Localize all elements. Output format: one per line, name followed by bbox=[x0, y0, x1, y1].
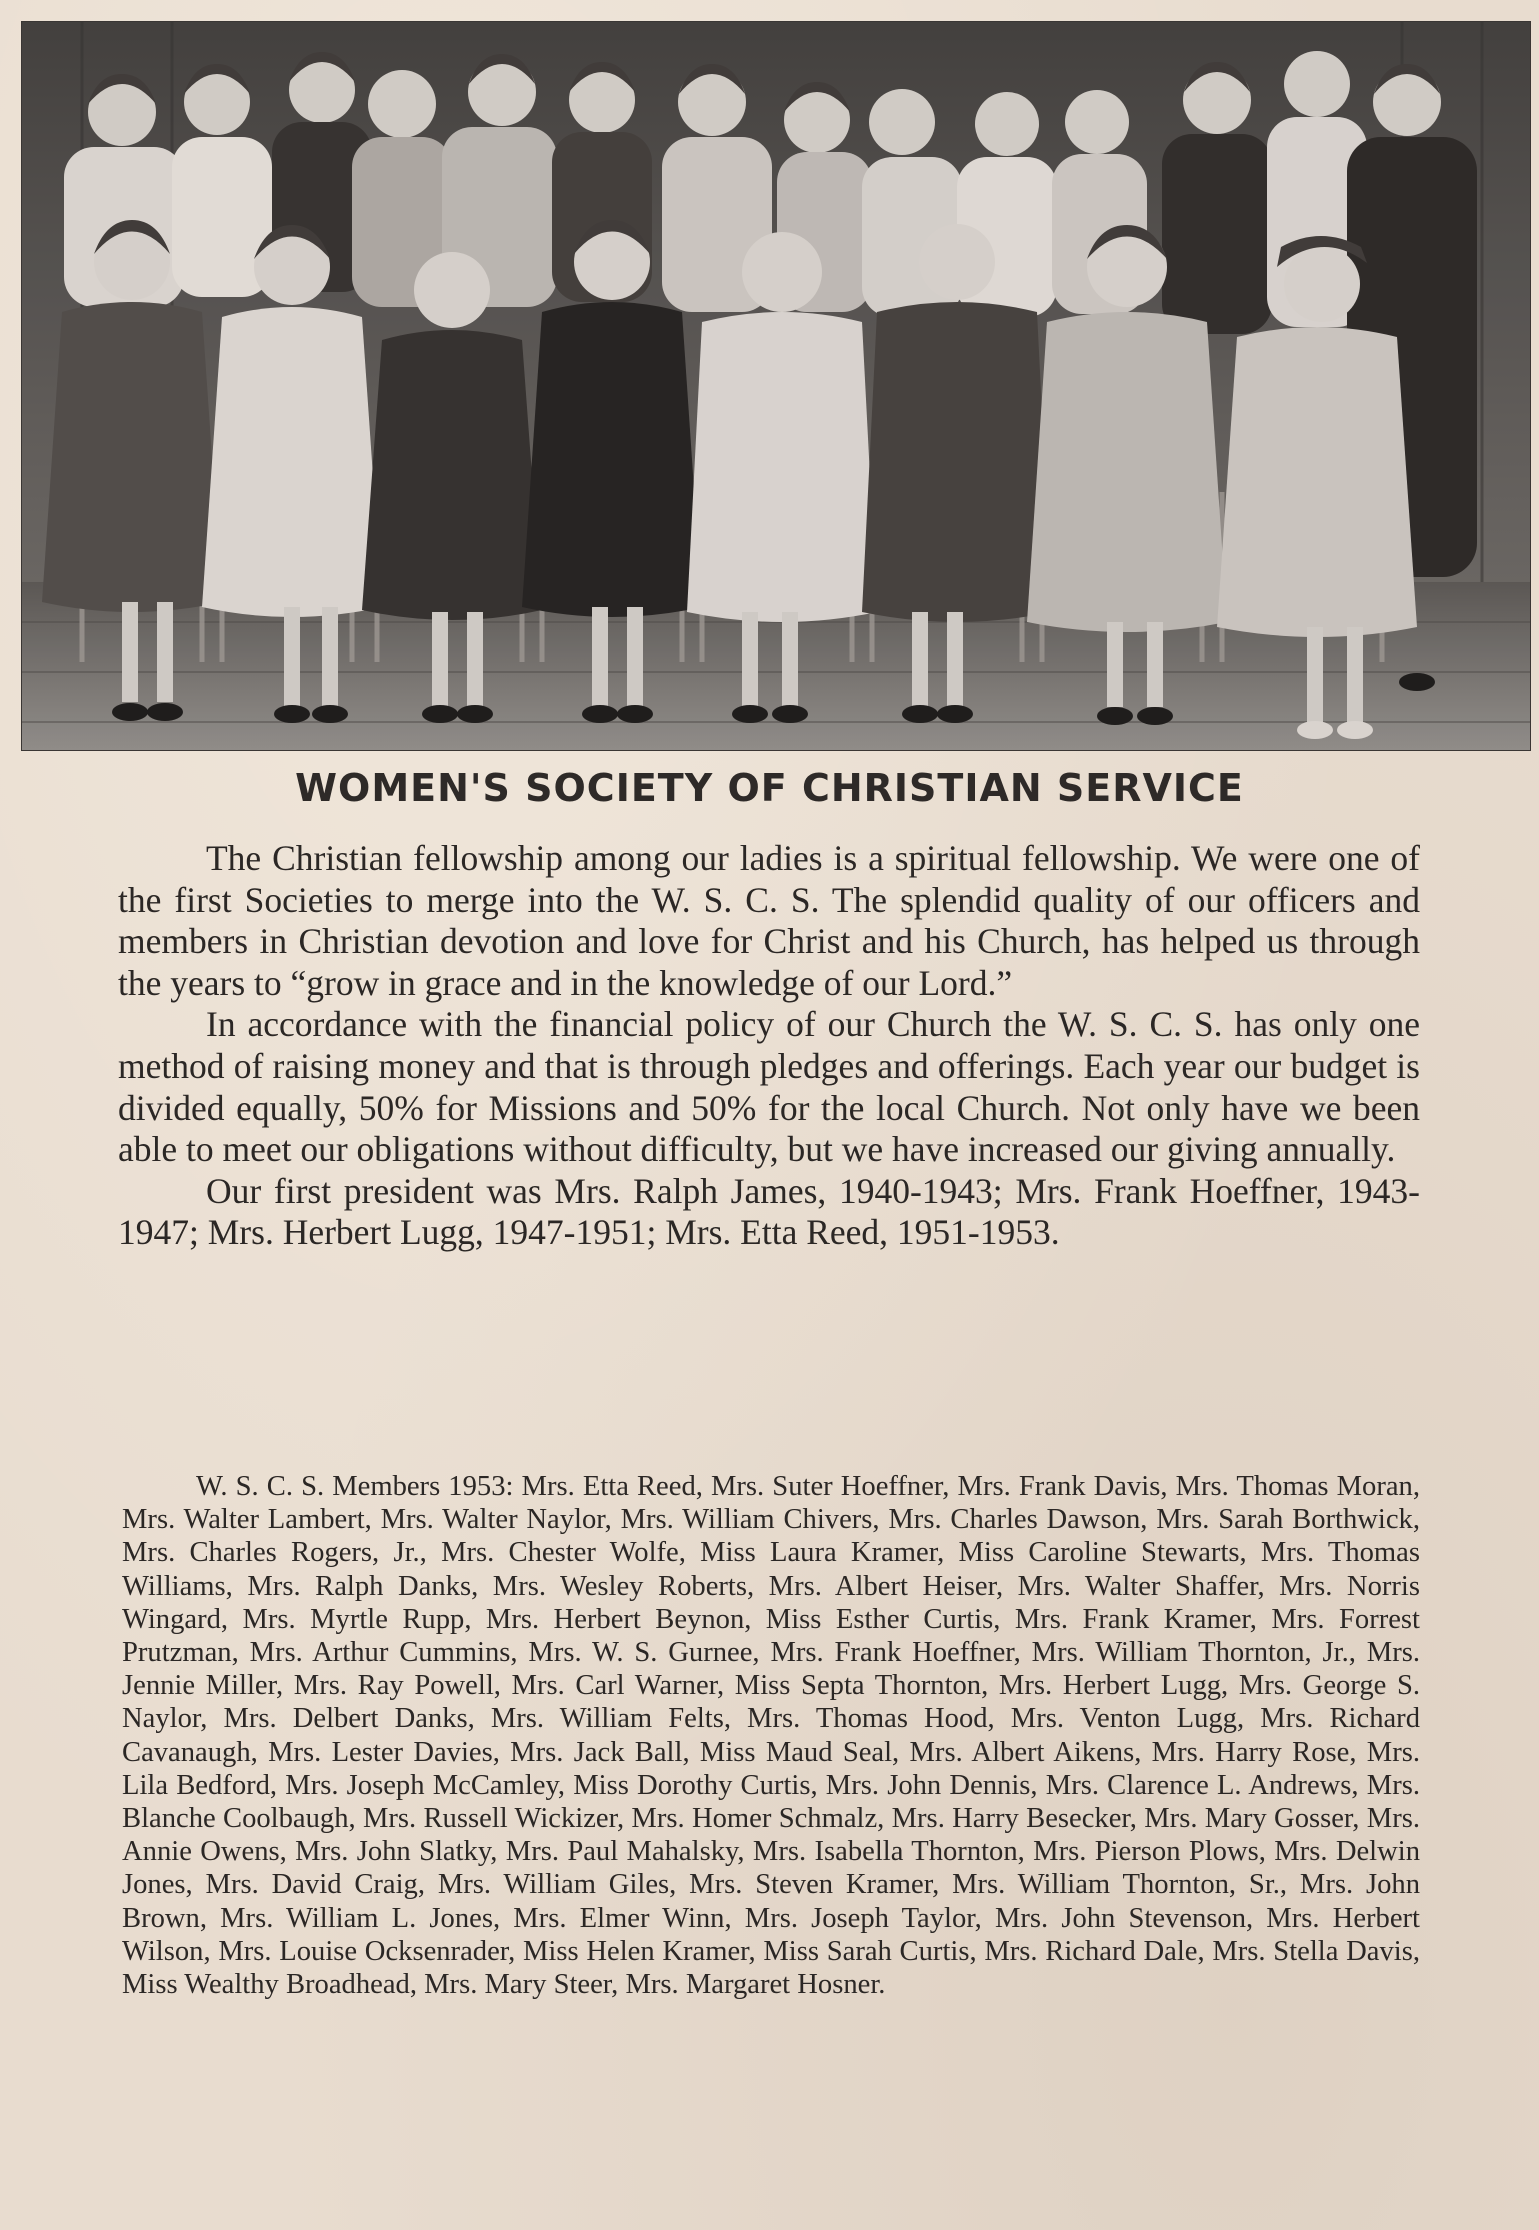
members-list: W. S. C. S. Members 1953: Mrs. Etta Reed, Mrs. Suter Hoeffner, Mrs. Frank Davis, Mrs. Thomas Moran, Mrs. Walter Lambert, Mrs. Walter Naylor, Mrs. William Chivers, Mrs. Charles Dawson, Mrs. Sarah Borthwick, Mrs. Charles Rogers, Jr., Mrs. Chester Wolfe, Miss Laura Kramer, Miss Caroline Stewarts, Mrs. Thomas Williams, Mrs. Ralph Danks, Mrs. Wesley Roberts, Mrs. Albert Heiser, Mrs. Walter Shaffer, Mrs. Norris Wingard, Mrs. Myrtle Rupp, Mrs. Herbert Beynon, Miss Esther Curtis, Mrs. Frank Kramer, Mrs. Forrest Prutzman, Mrs. Arthur Cummins, Mrs. W. S. Gurnee, Mrs. Frank Hoeffner, Mrs. William Thornton, Jr., Mrs. Jennie Miller, Mrs. Ray Powell, Mrs. Carl Warner, Miss Septa Thornton, Mrs. Herbert Lugg, Mrs. George S. Naylor, Mrs. Delbert Danks, Mrs. William Felts, Mrs. Thomas Hood, Mrs. Venton Lugg, Mrs. Richard Cavanaugh, Mrs. Lester Davies, Mrs. Jack Ball, Miss Maud Seal, Mrs. Albert Aikens, Mrs. Harry Rose, Mrs. Lila Bedford, Mrs. Joseph McCamley, Miss Dorothy Curtis, Mrs. John Dennis, Mrs. Clarence L. Andrews, Mrs. Blanche Coolbaugh, Mrs. Russell Wickizer, Mrs. Homer Schmalz, Mrs. Harry Besecker, Mrs. Mary Gosser, Mrs. Annie Owens, Mrs. John Slatky, Mrs. Paul Mahalsky, Mrs. Isabella Thornton, Mrs. Pierson Plows, Mrs. Delwin Jones, Mrs. David Craig, Mrs. William Giles, Mrs. Steven Kramer, Mrs. William Thornton, Sr., Mrs. John Brown, Mrs. William L. Jones, Mrs. Elmer Winn, Mrs. Joseph Taylor, Mrs. John Stevenson, Mrs. Herbert Wilson, Mrs. Louise Ocksenrader, Miss Helen Kramer, Miss Sarah Curtis, Mrs. Richard Dale, Mrs. Stella Davis, Miss Wealthy Broadhead, Mrs. Mary Steer, Mrs. Margaret Hosner. bbox=[122, 1471, 1420, 2001]
group-photograph-image bbox=[22, 22, 1530, 750]
paragraph-presidents: Our first president was Mrs. Ralph James, 1940-1943; Mrs. Frank Hoeffner, 1943-1947; Mrs. Herbert Lugg, 1947-1951; Mrs. Etta Reed, 1951-1953. bbox=[118, 1170, 1420, 1253]
body-text bbox=[118, 838, 1420, 1254]
group-photograph bbox=[22, 22, 1530, 750]
paragraph-fellowship: The Christian fellowship among our ladies is a spiritual fellowship. We were one of the first Societies to merge into the W. S. C. S. The splendid quality of our officers and members in Christian devotion and love for Christ and his Church, has helped us through the years to “grow in grace and in the knowledge of our Lord.” bbox=[118, 838, 1420, 1003]
paragraph-finances: In accordance with the financial policy of our Church the W. S. C. S. has only one method of raising money and that is through pledges and offerings. Each year our budget is divided equally, 50% for Missions and 50% for the local Church. Not only have we been able to meet our obligations without difficulty, but we have increased our giving annually. bbox=[118, 1004, 1420, 1170]
section-title: WOMEN'S SOCIETY OF CHRISTIAN SERVICE bbox=[295, 766, 1244, 810]
